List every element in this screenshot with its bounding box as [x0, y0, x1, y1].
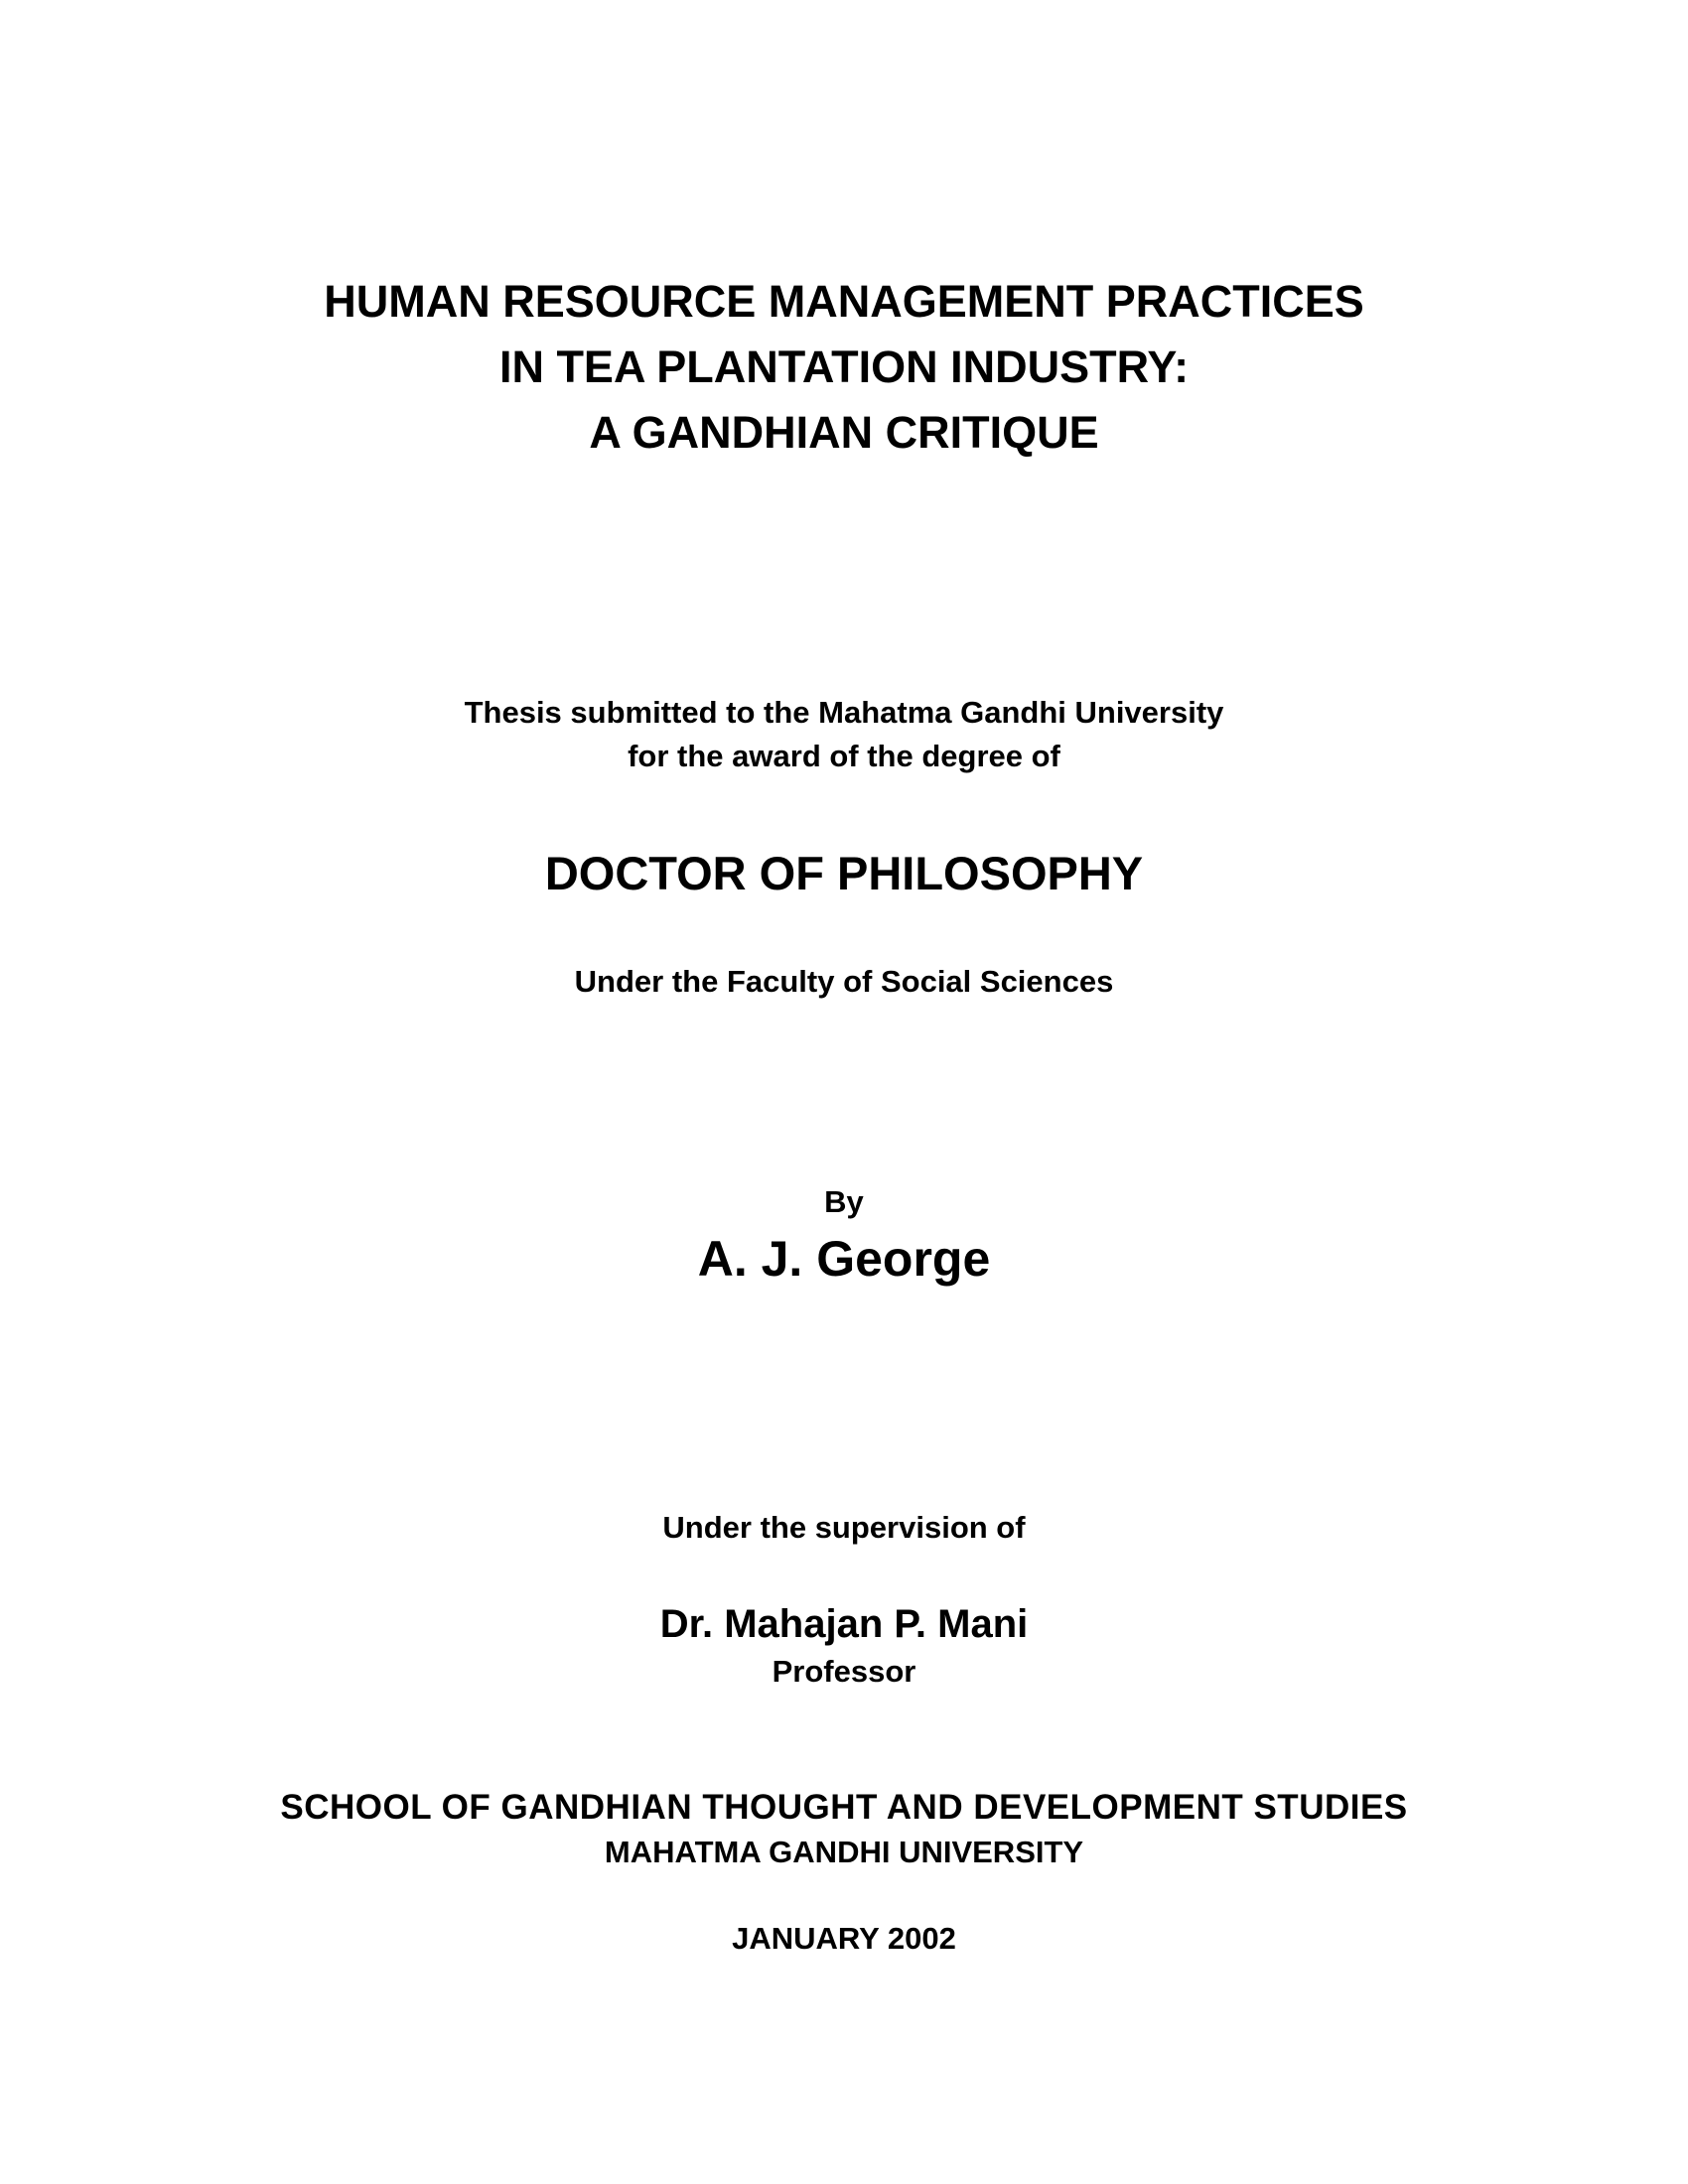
thesis-title-line-3: A GANDHIAN CRITIQUE [589, 407, 1099, 458]
thesis-title-line-2: IN TEA PLANTATION INDUSTRY: [498, 341, 1190, 392]
submission-line-2: for the award of the degree of [628, 739, 1060, 773]
degree-heading: DOCTOR OF PHILOSOPHY [544, 847, 1144, 899]
supervisor-title: Professor [772, 1654, 916, 1689]
author-name: A. J. George [697, 1231, 991, 1287]
by-label: By [824, 1184, 864, 1219]
university-name: MAHATMA GANDHI UNIVERSITY [604, 1835, 1084, 1869]
submission-date: JANUARY 2002 [732, 1921, 956, 1956]
submission-line-1: Thesis submitted to the Mahatma Gandhi University [464, 695, 1224, 730]
supervisor-name: Dr. Mahajan P. Mani [659, 1602, 1029, 1646]
faculty-line: Under the Faculty of Social Sciences [574, 964, 1114, 999]
school-name: SCHOOL OF GANDHIAN THOUGHT AND DEVELOPMENT STUDIES [280, 1788, 1408, 1827]
thesis-title-line-1: HUMAN RESOURCE MANAGEMENT PRACTICES [324, 276, 1364, 327]
supervision-label: Under the supervision of [662, 1510, 1026, 1545]
